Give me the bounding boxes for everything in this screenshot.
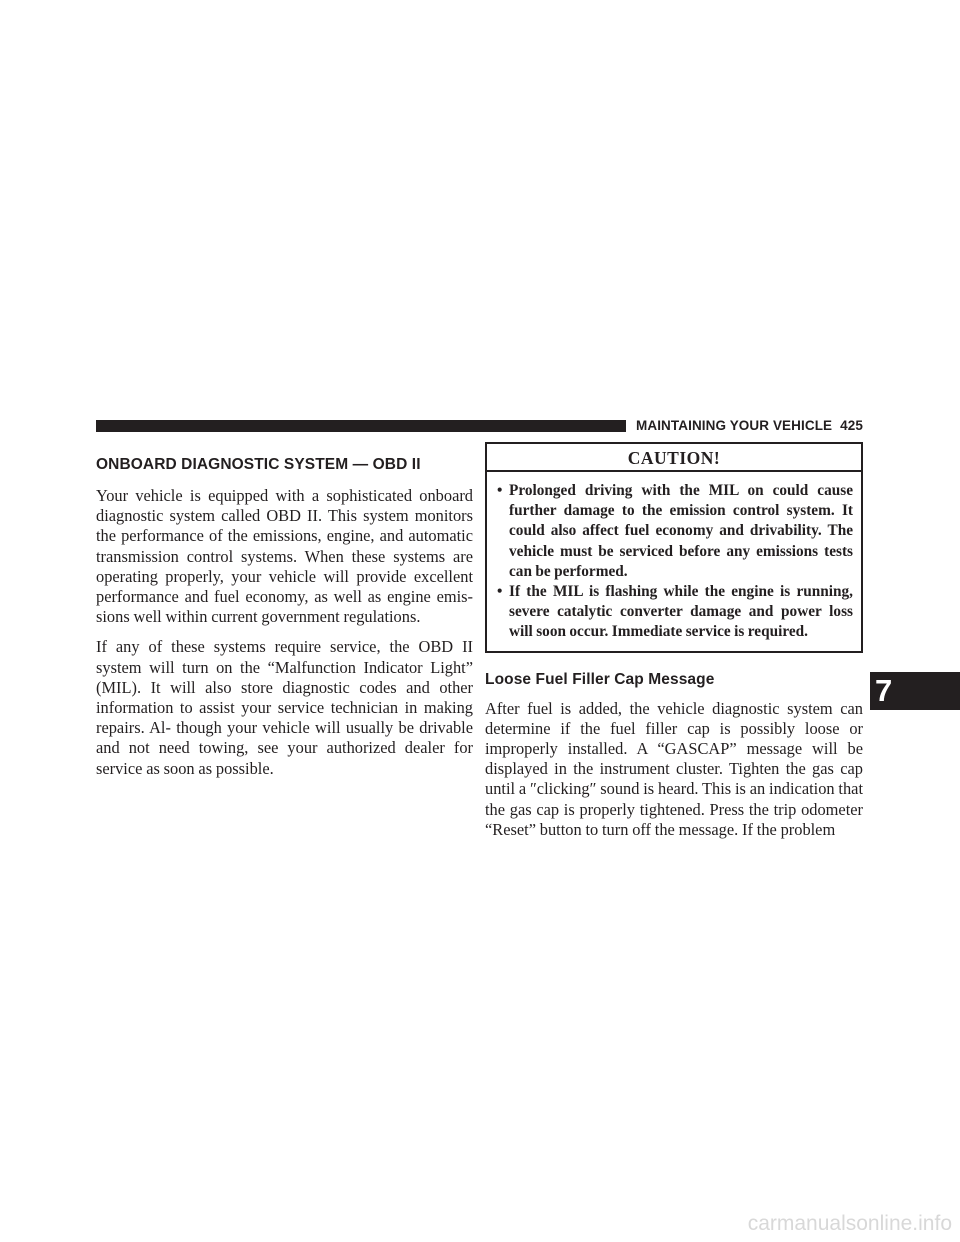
fuel-cap-paragraph: After fuel is added, the vehicle diagnostic system can determine if the fuel filler cap is possibly loose or improperly installed. A “GASCAP” message will be displayed in the instrument cluster. Tighten the gas cap until a ″clicking″ sound is heard. This is an indication that the gas cap is properly tightened. Press the trip odometer “Reset” button to turn off the message. If the problem: [485, 698, 863, 839]
running-header: [636, 416, 863, 436]
caution-title: CAUTION!: [487, 444, 861, 472]
caution-list: [487, 472, 861, 651]
fuel-cap-heading: Loose Fuel Filler Cap Message: [485, 670, 715, 688]
section-title: MAINTAINING YOUR VEHICLE: [636, 418, 833, 433]
site-watermark: carmanualsonline.info: [747, 1212, 952, 1235]
bullet-icon: •: [497, 482, 503, 499]
caution-item: [497, 582, 853, 643]
page-number: 425: [840, 418, 863, 433]
bullet-icon: •: [497, 583, 503, 601]
caution-item-text: If the MIL is flashing while the engine is running, severe catalytic converter damage and power loss will soon occur. Immediate service is required.: [509, 583, 853, 641]
obd-paragraph-1: Your vehicle is equipped with a sophisticated onboard diagnostic system called OBD II. This system monitors the performance of the emissions, engine, and automatic transmission control systems. When these systems are operating properly, your vehicle will provide excellent performance and fuel economy, as well as engine emis- sions well within current government regulations.: [96, 486, 473, 627]
header-rule: [96, 420, 626, 432]
chapter-number: 7: [875, 673, 893, 708]
caution-box: [485, 442, 863, 653]
chapter-tab: [870, 672, 960, 710]
left-column: [96, 456, 473, 789]
caution-item: [497, 481, 853, 582]
right-column: [485, 448, 863, 850]
caution-item-text: Prolonged driving with the MIL on could cause further damage to the emission control system. It could also affect fuel economy and drivability. The vehicle must be serviced before any emissions tests can be performed.: [509, 482, 853, 580]
obd-section-heading: ONBOARD DIAGNOSTIC SYSTEM — OBD II: [96, 456, 421, 473]
obd-paragraph-2: If any of these systems require service, the OBD II system will turn on the “Malfunction Indicator Light” (MIL). It will also store diagnostic codes and other information to assist your service technician in making repairs. Al- though your vehicle will usually be drivable and not need towing, see your authorized dealer for service as soon as possible.: [96, 637, 473, 778]
